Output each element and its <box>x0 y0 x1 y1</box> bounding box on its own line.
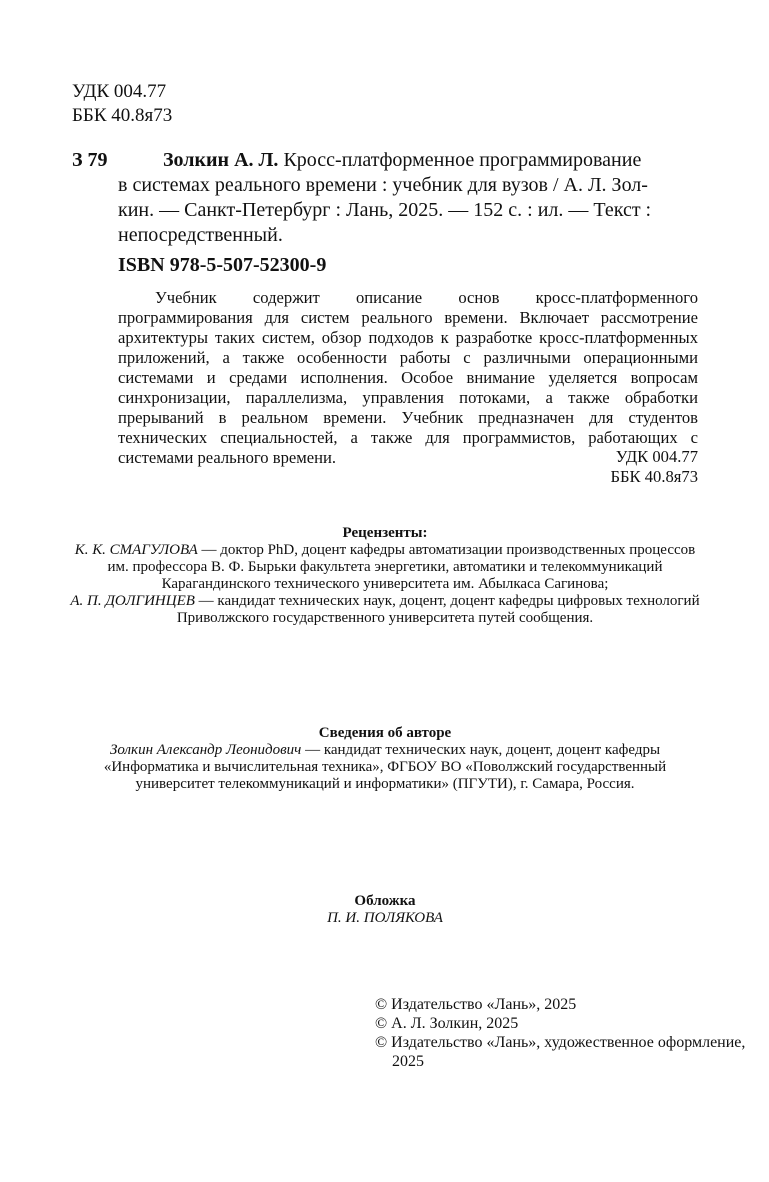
reviewer-2-name: А. П. ДОЛГИНЦЕВ <box>70 593 195 609</box>
bbk-code: ББК 40.8я73 <box>72 105 173 126</box>
author-info-block <box>40 725 730 793</box>
author-info-line-3: университет телекоммуникаций и информатики» (ПГУТИ), г. Самара, Россия. <box>135 776 635 792</box>
isbn: ISBN 978-5-507-52300-9 <box>118 254 327 276</box>
copyright-author: © А. Л. Золкин, 2025 <box>375 1015 519 1032</box>
reviewer-2-line-1 <box>40 593 730 610</box>
reviewers-heading: Рецензенты: <box>342 525 428 541</box>
author-info-heading: Сведения об авторе <box>318 725 452 741</box>
entry-line-4: непосредственный. <box>118 224 283 246</box>
udk-footer <box>610 447 698 487</box>
reviewers-block <box>40 525 730 627</box>
reviewer-1-line-1 <box>40 542 730 559</box>
reviewer-2-line-2: Приволжского государственного университета путей сообщения. <box>176 610 594 626</box>
author-full-name: Золкин Александр Леонидович <box>109 742 302 758</box>
reviewer-1-name: К. К. СМАГУЛОВА <box>74 542 198 558</box>
bibliographic-entry <box>72 148 700 248</box>
cutter-code: З 79 <box>72 149 108 171</box>
cover-block <box>40 893 730 927</box>
abstract-text: Учебник содержит описание основ кросс-платформенного программирования для систем реального времени. Включает рассмотрение архитектуры таких систем, обзор подходов к разработке кросс-платформенных приложений, а также особенности работы с различными операционными системами и средами исполнения. Особое внимание уделяется вопросам синхронизации, параллелизма, управления потоками, а также обработки прерываний в реальном времени. Учебник предназначен для студентов технических специальностей, а также для программистов, работающих с системами реального времени. <box>118 288 698 467</box>
reviewer-1-position: — доктор PhD, доцент кафедры автоматизации производственных процессов <box>197 542 696 558</box>
abstract <box>118 288 698 468</box>
entry-author: Золкин А. Л. <box>163 149 279 171</box>
author-info-line-2: «Информатика и вычислительная техника», ФГБОУ ВО «Поволжский государственный <box>103 759 667 775</box>
entry-title-start: Кросс-платформенное программирование <box>278 149 642 171</box>
entry-line-2: в системах реального времени : учебник для вузов / А. Л. Зол- <box>118 174 648 196</box>
entry-line-3: кин. — Санкт-Петербург : Лань, 2025. — 152 с. : ил. — Текст : <box>118 199 652 221</box>
udk-code-bottom: УДК 004.77 <box>615 447 698 466</box>
reviewer-1-line-3: Карагандинского технического университета им. Абылкаса Сагинова; <box>161 576 609 592</box>
author-position: — кандидат технических наук, доцент, доцент кафедры <box>301 742 661 758</box>
reviewer-1-line-2: им. профессора В. Ф. Бырьки факультета энергетики, автоматики и телекоммуникаций <box>107 559 663 575</box>
bbk-code-bottom: ББК 40.8я73 <box>610 467 698 486</box>
cover-designer: П. И. ПОЛЯКОВА <box>327 910 443 926</box>
entry-line-1 <box>118 148 700 173</box>
reviewer-2-position: — кандидат технических наук, доцент, доцент кафедры цифровых технологий <box>194 593 700 609</box>
udk-code: УДК 004.77 <box>72 81 167 102</box>
copyright-block <box>375 995 769 1071</box>
cover-heading: Обложка <box>354 893 416 909</box>
entry-body <box>118 148 700 248</box>
author-info-line-1 <box>40 742 730 759</box>
copyright-design: © Издательство «Лань», художественное оформление, 2025 <box>375 1034 746 1070</box>
udk-header <box>72 80 172 128</box>
copyright-publisher: © Издательство «Лань», 2025 <box>375 996 577 1013</box>
